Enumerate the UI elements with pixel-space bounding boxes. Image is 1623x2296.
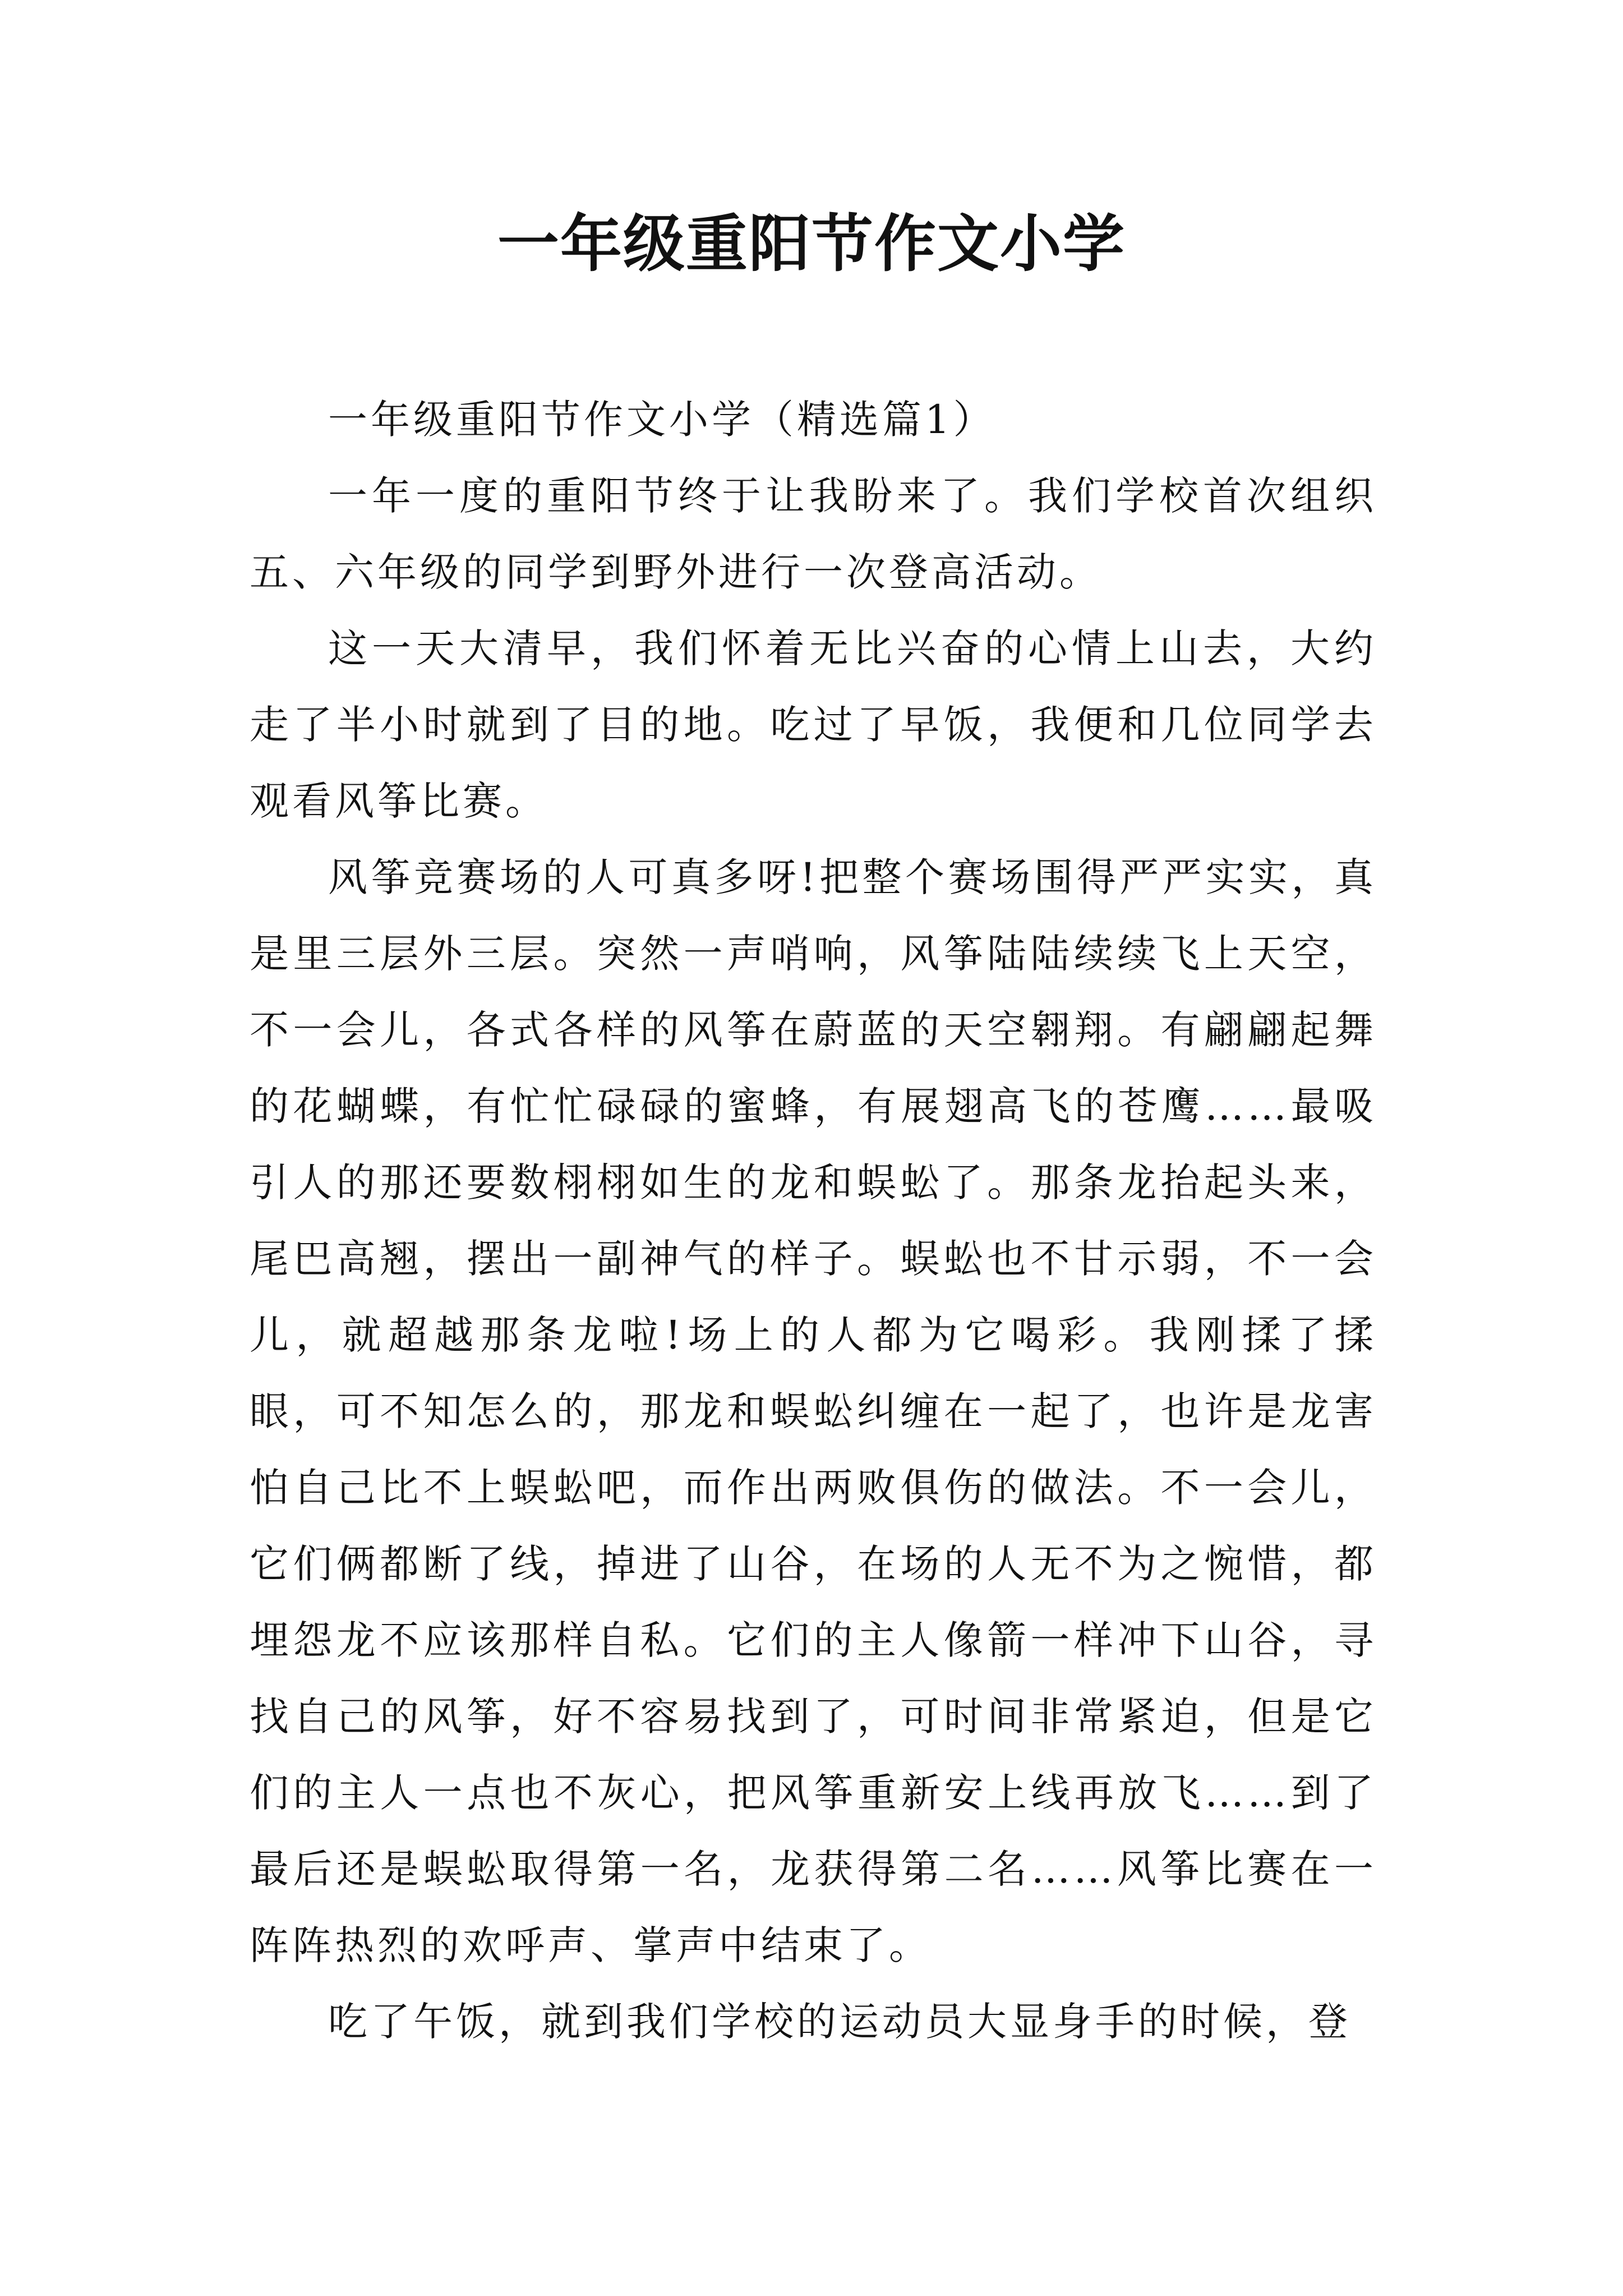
paragraph: 这一天大清早，我们怀着无比兴奋的心情上山去，大约走了半小时就到了目的地。吃过了早饭，我便和几位同学去观看风筝比赛。: [250, 625, 1377, 824]
paragraph-subtitle: 一年级重阳节作文小学（精选篇1）: [328, 397, 996, 443]
paragraph: 吃了午饭，就到我们学校的运动员大显身手的时候，登: [328, 1999, 1351, 2045]
document-title: 一年级重阳节作文小学: [497, 208, 1126, 280]
document-body: [250, 381, 1377, 2060]
paragraph: 一年一度的重阳节终于让我盼来了。我们学校首次组织五、六年级的同学到野外进行一次登高活动。: [250, 473, 1377, 595]
paragraph: 风筝竞赛场的人可真多呀!把整个赛场围得严严实实，真是里三层外三层。突然一声哨响，风筝陆陆续续飞上天空，不一会儿，各式各样的风筝在蔚蓝的天空翱翔。有翩翩起舞的花蝴蝶，有忙忙碌碌的蜜蜂，有展翅高飞的苍鹰……最吸引人的那还要数栩栩如生的龙和蜈蚣了。那条龙抬起头来，尾巴高翘，摆出一副神气的样子。蜈蚣也不甘示弱，不一会儿，就超越那条龙啦!场上的人都为它喝彩。我刚揉了揉眼，可不知怎么的，那龙和蜈蚣纠缠在一起了，也许是龙害怕自己比不上蜈蚣吧，而作出两败俱伤的做法。不一会儿，它们俩都断了线，掉进了山谷，在场的人无不为之惋惜，都埋怨龙不应该那样自私。它们的主人像箭一样冲下山谷，寻找自己的风筝，好不容易找到了，可时间非常紧迫，但是它们的主人一点也不灰心，把风筝重新安上线再放飞……到了最后还是蜈蚣取得第一名，龙获得第二名……风筝比赛在一阵阵热烈的欢呼声、掌声中结束了。: [250, 854, 1377, 1968]
